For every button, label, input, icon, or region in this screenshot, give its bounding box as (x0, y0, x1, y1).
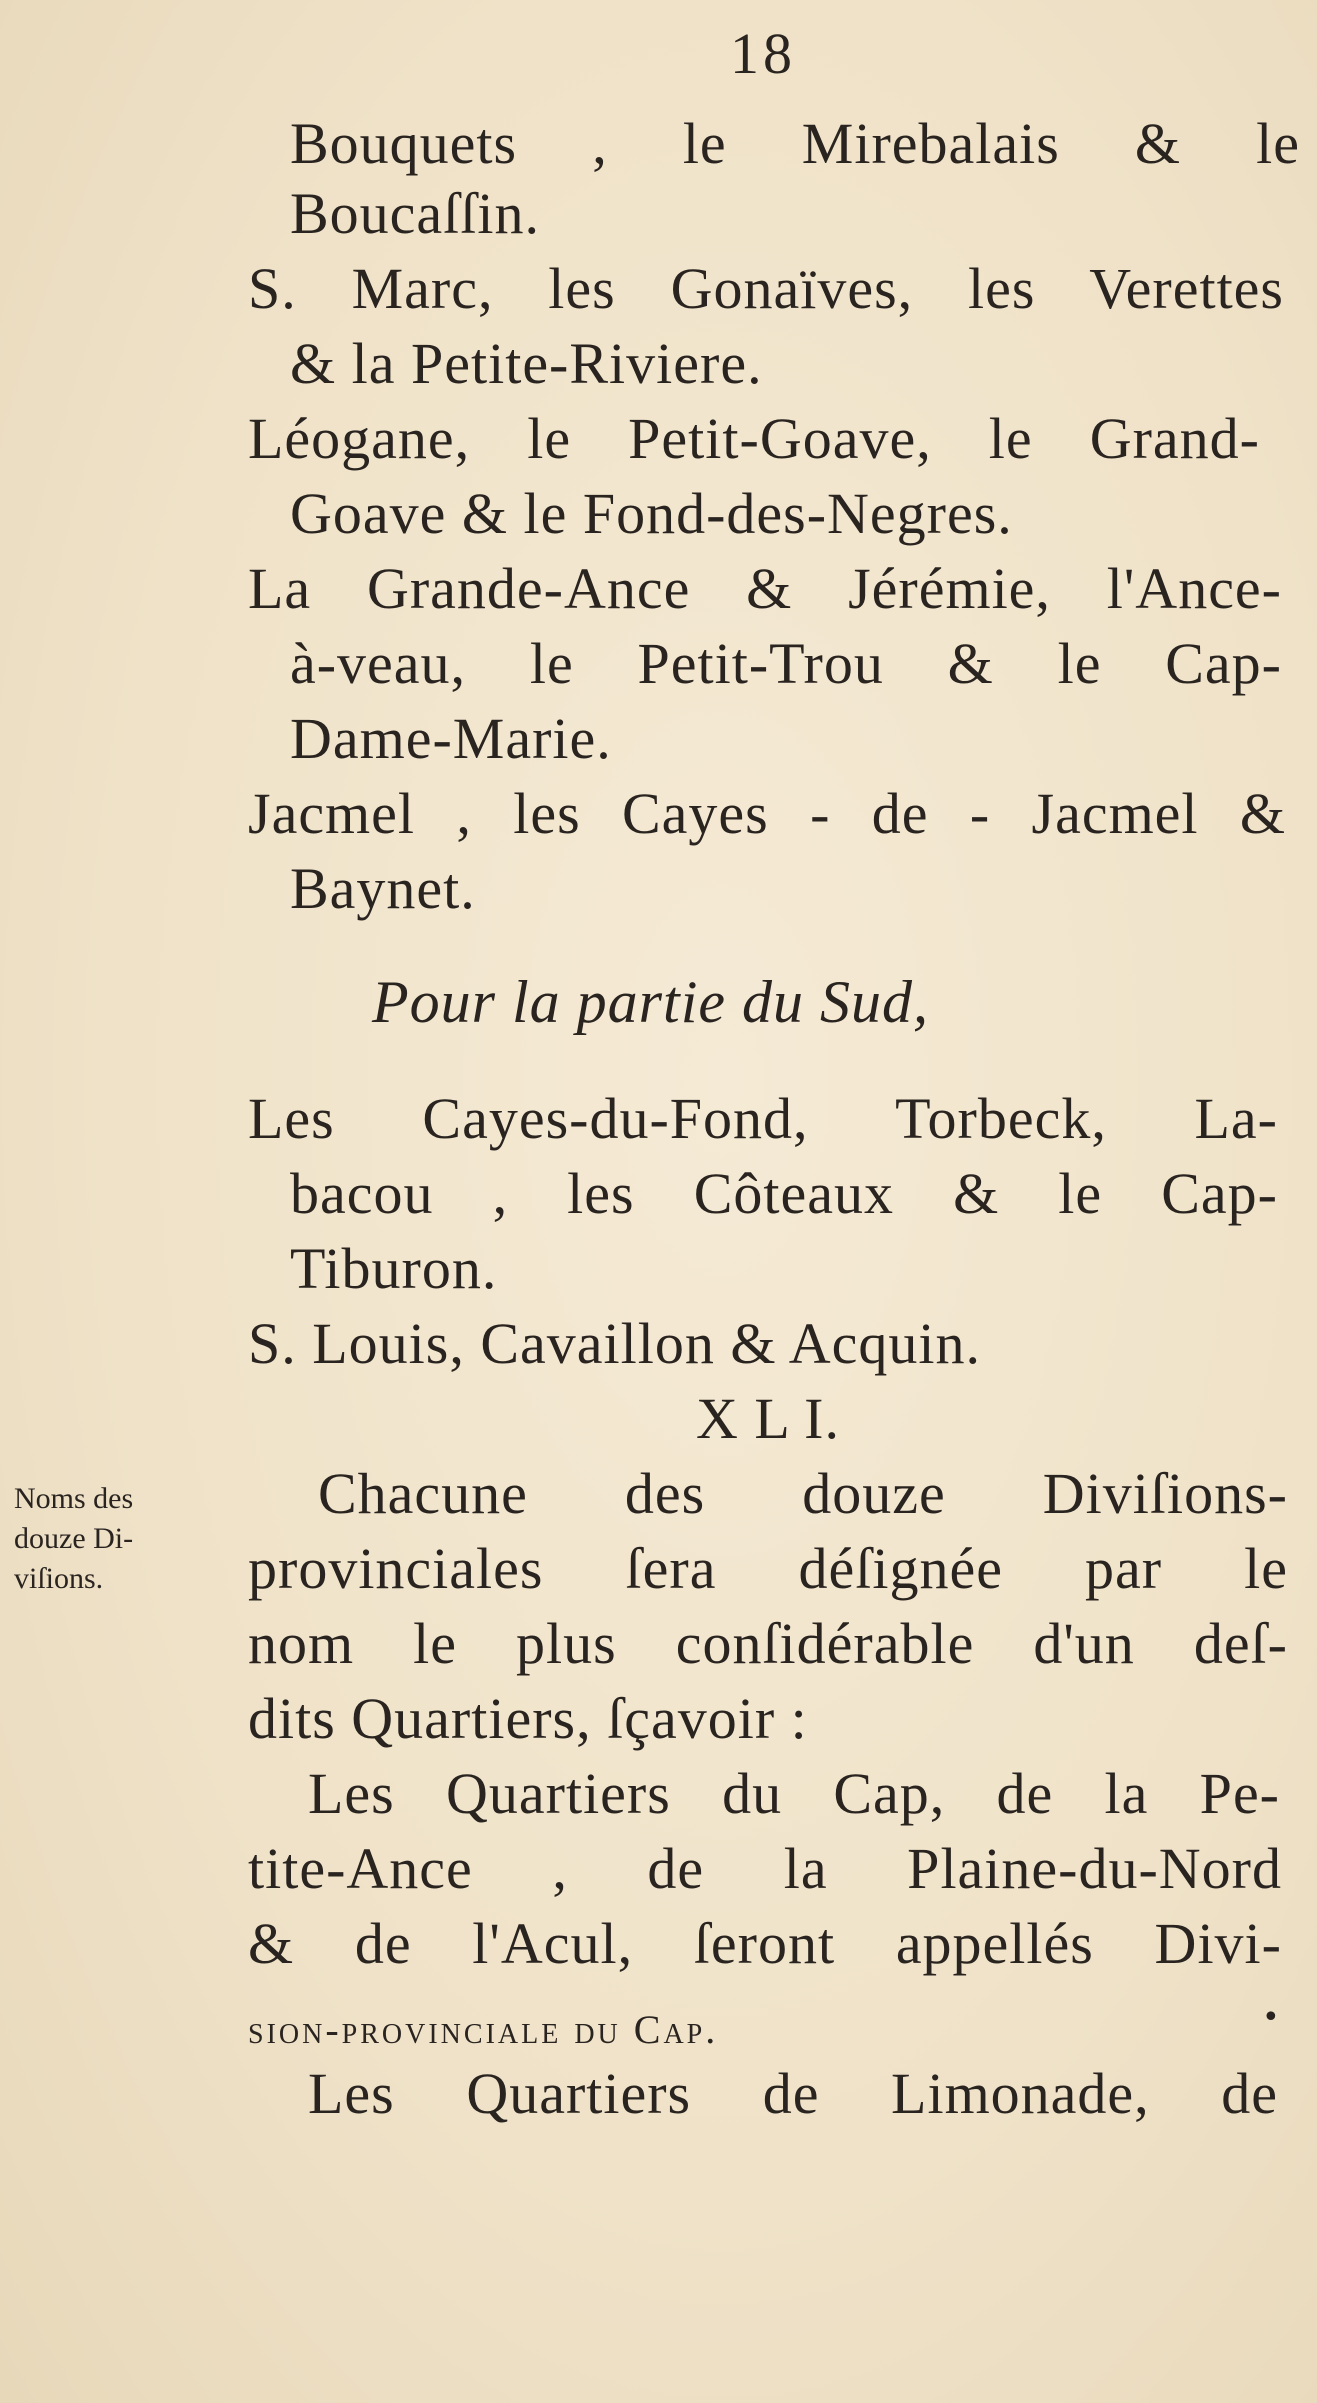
text-line: S. Louis, Cavaillon & Acquin. (248, 1311, 982, 1376)
text-line: dits Quartiers, ſçavoir : (248, 1686, 808, 1751)
text-line: Boucaſſin. (290, 181, 541, 246)
sidenote-line: Noms des (14, 1482, 134, 1515)
sidenote-line: viſions. (14, 1562, 104, 1595)
text-line: Chacune des douze Diviſions- (318, 1461, 1288, 1526)
text-line: nom le plus conſidérable d'un deſ- (248, 1611, 1288, 1676)
text-line: Les Quartiers du Cap, de la Pe- (308, 1761, 1280, 1826)
text-line: & la Petite-Riviere. (290, 331, 763, 396)
text-line: à-veau, le Petit-Trou & le Cap- (290, 631, 1282, 696)
printer-mark: • (1262, 2000, 1280, 2035)
text-line: Jacmel , les Cayes - de - Jacmel & (248, 781, 1286, 846)
text-line: Léogane, le Petit-Goave, le Grand- (248, 406, 1260, 471)
text-line: tite-Ance , de la Plaine-du-Nord (248, 1836, 1282, 1901)
article-number: X L I. (696, 1386, 840, 1451)
text-line: provinciales ſera déſignée par le (248, 1536, 1288, 1601)
division-name: sion-provinciale du Cap. (248, 2007, 719, 2052)
sidenote-line: douze Di- (14, 1522, 134, 1555)
text-line: La Grande-Ance & Jérémie, l'Ance- (248, 556, 1282, 621)
text-line: Dame-Marie. (290, 706, 612, 771)
text-line: Les Cayes-du-Fond, Torbeck, La- (248, 1086, 1278, 1151)
text-line: Les Quartiers de Limonade, de (308, 2061, 1278, 2126)
text-line: bacou , les Côteaux & le Cap- (290, 1161, 1278, 1226)
text-line: Tiburon. (290, 1236, 498, 1301)
text-line: Goave & le Fond-des-Negres. (290, 481, 1013, 546)
text-line: Bouquets , le Mirebalais & le (290, 111, 1300, 176)
text-line: & de l'Acul, ſeront appellés Divi- (248, 1911, 1282, 1976)
section-heading: Pour la partie du Sud, (372, 969, 929, 1035)
text-line: S. Marc, les Gonaïves, les Verettes (248, 256, 1284, 321)
page-number: 18 (730, 21, 796, 86)
text-line: Baynet. (290, 856, 476, 921)
